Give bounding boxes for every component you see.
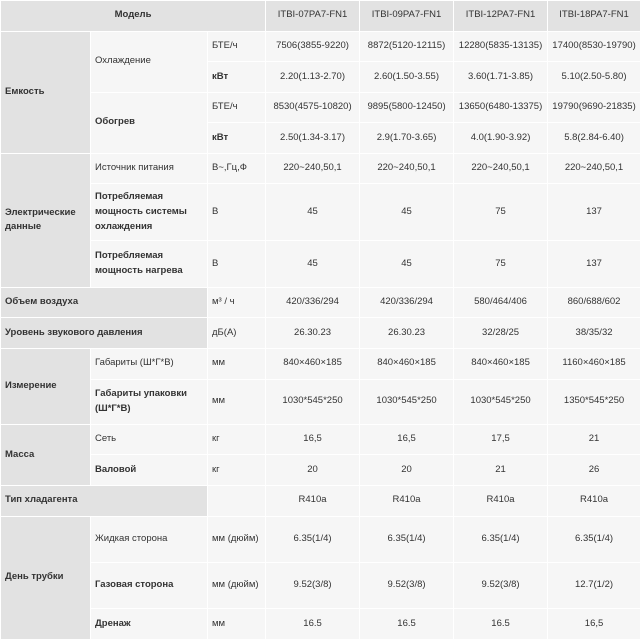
- heating-btu-unit: БТЕ/ч: [208, 92, 266, 123]
- mass-net-label: Сеть: [91, 424, 208, 455]
- refrigerant-label: Тип хладагента: [1, 486, 208, 517]
- sound-4: 38/35/32: [548, 318, 640, 349]
- model-label: Модель: [1, 1, 266, 32]
- package-1: 1030*545*250: [266, 379, 360, 424]
- power-source-label: Источник питания: [91, 153, 208, 184]
- liquid-2: 6.35(1/4): [360, 516, 454, 562]
- cooling-btu-1: 7506(3855-9220): [266, 31, 360, 62]
- sound-label: Уровень звукового давления: [1, 318, 208, 349]
- cooling-btu-unit: БТЕ/ч: [208, 31, 266, 62]
- mass-gross-unit: кг: [208, 455, 266, 486]
- size-3: 840×460×185: [454, 348, 548, 379]
- heating-power-1: 45: [266, 241, 360, 287]
- air-volume-4: 860/688/602: [548, 287, 640, 318]
- gas-row: [1, 562, 640, 608]
- drain-unit: мм: [208, 609, 266, 640]
- sound-2: 26.30.23: [360, 318, 454, 349]
- liquid-1: 6.35(1/4): [266, 516, 360, 562]
- model-3: ITBI-12PA7-FN1: [454, 1, 548, 32]
- air-volume-row: [1, 287, 640, 318]
- heating-btu-row: [1, 92, 640, 123]
- air-volume-label: Объем воздуха: [1, 287, 208, 318]
- mass-net-unit: кг: [208, 424, 266, 455]
- cooling-power-unit: В: [208, 184, 266, 241]
- mass-net-3: 17,5: [454, 424, 548, 455]
- capacity-label: Емкость: [1, 31, 91, 153]
- cooling-power-4: 137: [548, 184, 640, 241]
- cooling-kw-4: 5.10(2.50-5.80): [548, 62, 640, 93]
- air-volume-2: 420/336/294: [360, 287, 454, 318]
- air-volume-1: 420/336/294: [266, 287, 360, 318]
- liquid-label: Жидкая сторона: [91, 516, 208, 562]
- power-source-row: [1, 153, 640, 184]
- gas-label: Газовая сторона: [91, 562, 208, 608]
- mass-gross-4: 26: [548, 455, 640, 486]
- heating-kw-1: 2.50(1.34-3.17): [266, 123, 360, 154]
- power-source-unit: В~,Гц,Ф: [208, 153, 266, 184]
- mass-net-4: 21: [548, 424, 640, 455]
- cooling-power-1: 45: [266, 184, 360, 241]
- liquid-4: 6.35(1/4): [548, 516, 640, 562]
- heating-power-2: 45: [360, 241, 454, 287]
- cooling-btu-4: 17400(8530-19790): [548, 31, 640, 62]
- mass-net-2: 16,5: [360, 424, 454, 455]
- heating-label: Обогрев: [91, 92, 208, 153]
- size-label: Габариты (Ш*Г*В): [91, 348, 208, 379]
- package-label: Габариты упаковки (Ш*Г*В): [91, 379, 208, 424]
- heating-kw-unit: кВт: [208, 123, 266, 154]
- cooling-kw-3: 3.60(1.71-3.85): [454, 62, 548, 93]
- power-source-1: 220~240,50,1: [266, 153, 360, 184]
- gas-4: 12.7(1/2): [548, 562, 640, 608]
- gas-3: 9.52(3/8): [454, 562, 548, 608]
- drain-2: 16.5: [360, 609, 454, 640]
- drain-3: 16.5: [454, 609, 548, 640]
- cooling-power-label: Потребляемая мощность системы охлаждения: [91, 184, 208, 241]
- pipes-label: День трубки: [1, 516, 91, 639]
- refrigerant-3: R410a: [454, 486, 548, 517]
- drain-1: 16.5: [266, 609, 360, 640]
- cooling-kw-1: 2.20(1.13-2.70): [266, 62, 360, 93]
- liquid-row: [1, 516, 640, 562]
- cooling-power-2: 45: [360, 184, 454, 241]
- heating-power-row: [1, 241, 640, 287]
- sound-3: 32/28/25: [454, 318, 548, 349]
- size-row: [1, 348, 640, 379]
- heating-power-4: 137: [548, 241, 640, 287]
- heating-btu-4: 19790(9690-21835): [548, 92, 640, 123]
- gas-2: 9.52(3/8): [360, 562, 454, 608]
- mass-label: Масса: [1, 424, 91, 485]
- gas-1: 9.52(3/8): [266, 562, 360, 608]
- drain-label: Дренаж: [91, 609, 208, 640]
- power-source-3: 220~240,50,1: [454, 153, 548, 184]
- heating-kw-3: 4.0(1.90-3.92): [454, 123, 548, 154]
- package-row: [1, 379, 640, 424]
- model-2: ITBI-09PA7-FN1: [360, 1, 454, 32]
- refrigerant-1: R410a: [266, 486, 360, 517]
- drain-row: [1, 609, 640, 640]
- mass-gross-1: 20: [266, 455, 360, 486]
- liquid-unit: мм (дюйм): [208, 516, 266, 562]
- cooling-btu-row: [1, 31, 640, 62]
- heating-power-unit: В: [208, 241, 266, 287]
- mass-gross-label: Валовой: [91, 455, 208, 486]
- heating-power-3: 75: [454, 241, 548, 287]
- electric-label: Электрические данные: [1, 153, 91, 287]
- cooling-kw-2: 2.60(1.50-3.55): [360, 62, 454, 93]
- refrigerant-unit: [208, 486, 266, 517]
- model-1: ITBI-07PA7-FN1: [266, 1, 360, 32]
- package-3: 1030*545*250: [454, 379, 548, 424]
- package-2: 1030*545*250: [360, 379, 454, 424]
- sound-unit: дБ(А): [208, 318, 266, 349]
- heating-btu-2: 9895(5800-12450): [360, 92, 454, 123]
- refrigerant-2: R410a: [360, 486, 454, 517]
- heating-btu-1: 8530(4575-10820): [266, 92, 360, 123]
- cooling-power-row: [1, 184, 640, 241]
- cooling-btu-2: 8872(5120-12115): [360, 31, 454, 62]
- size-2: 840×460×185: [360, 348, 454, 379]
- heating-btu-3: 13650(6480-13375): [454, 92, 548, 123]
- model-4: ITBI-18PA7-FN1: [548, 1, 640, 32]
- package-unit: мм: [208, 379, 266, 424]
- power-source-4: 220~240,50,1: [548, 153, 640, 184]
- header-row: [1, 1, 640, 32]
- refrigerant-4: R410a: [548, 486, 640, 517]
- cooling-kw-unit: кВт: [208, 62, 266, 93]
- cooling-label: Охлаждение: [91, 31, 208, 92]
- size-unit: мм: [208, 348, 266, 379]
- dimensions-label: Измерение: [1, 348, 91, 424]
- size-4: 1160×460×185: [548, 348, 640, 379]
- power-source-2: 220~240,50,1: [360, 153, 454, 184]
- air-volume-3: 580/464/406: [454, 287, 548, 318]
- drain-4: 16,5: [548, 609, 640, 640]
- cooling-power-3: 75: [454, 184, 548, 241]
- cooling-btu-3: 12280(5835-13135): [454, 31, 548, 62]
- mass-net-row: [1, 424, 640, 455]
- liquid-3: 6.35(1/4): [454, 516, 548, 562]
- heating-kw-4: 5.8(2.84-6.40): [548, 123, 640, 154]
- sound-1: 26.30.23: [266, 318, 360, 349]
- size-1: 840×460×185: [266, 348, 360, 379]
- mass-net-1: 16,5: [266, 424, 360, 455]
- mass-gross-3: 21: [454, 455, 548, 486]
- heating-kw-2: 2.9(1.70-3.65): [360, 123, 454, 154]
- mass-gross-row: [1, 455, 640, 486]
- package-4: 1350*545*250: [548, 379, 640, 424]
- mass-gross-2: 20: [360, 455, 454, 486]
- sound-row: [1, 318, 640, 349]
- air-volume-unit: м³ / ч: [208, 287, 266, 318]
- heating-power-label: Потребляемая мощность нагрева: [91, 241, 208, 287]
- gas-unit: мм (дюйм): [208, 562, 266, 608]
- refrigerant-row: [1, 486, 640, 517]
